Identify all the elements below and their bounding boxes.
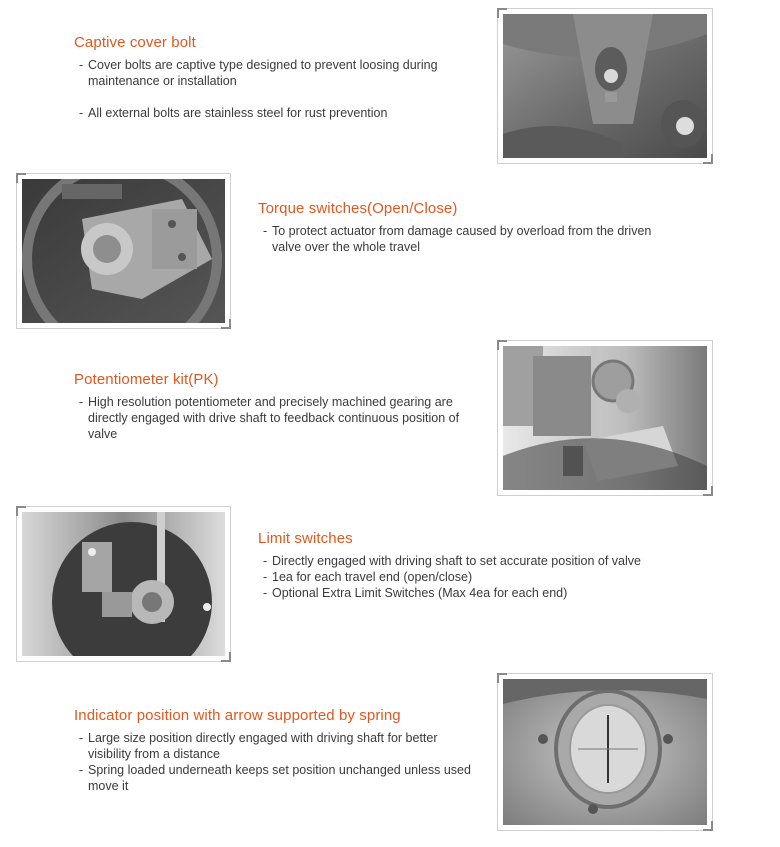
list-item: - Spring loaded underneath keeps set position unchanged unless used move it [79,763,471,793]
section-captive-cover-bolt [74,34,474,121]
list-item: - Directly engaged with driving shaft to set accurate position of valve [263,554,641,568]
section-title: Torque switches(Open/Close) [258,200,458,217]
section-indicator [74,707,474,794]
section-title: Indicator position with arrow supported by spring [74,707,401,724]
section-title: Potentiometer kit(PK) [74,371,219,388]
section-limit-switches [258,530,708,601]
bullet-list [74,57,474,121]
section-potentiometer-kit [74,371,474,442]
torque-switch-photo [16,173,231,329]
indicator-photo [497,673,713,831]
section-title: Limit switches [258,530,353,547]
limit-switch-photo [16,506,231,662]
list-item: - Cover bolts are captive type designed to prevent loosing during maintenance or installation [79,58,438,88]
bullet-list [74,394,474,442]
cover-bolt-photo [497,8,713,164]
list-item: - Large size position directly engaged with driving shaft for better visibility from a distance [79,731,438,761]
list-item: - 1ea for each travel end (open/close) [263,570,473,584]
section-title: Captive cover bolt [74,34,196,51]
list-item: - High resolution potentiometer and precisely machined gearing are directly engaged with drive shaft to feedback continuous position of valve [79,395,460,441]
section-torque-switches [258,200,678,255]
potentiometer-photo [497,340,713,496]
bullet-list [74,730,474,794]
list-item: - Optional Extra Limit Switches (Max 4ea for each end) [263,586,568,600]
list-item: - To protect actuator from damage caused by overload from the driven valve over the whole travel [263,224,652,254]
list-item: - All external bolts are stainless steel for rust prevention [79,106,388,120]
bullet-list [258,223,678,255]
bullet-list [258,553,708,601]
